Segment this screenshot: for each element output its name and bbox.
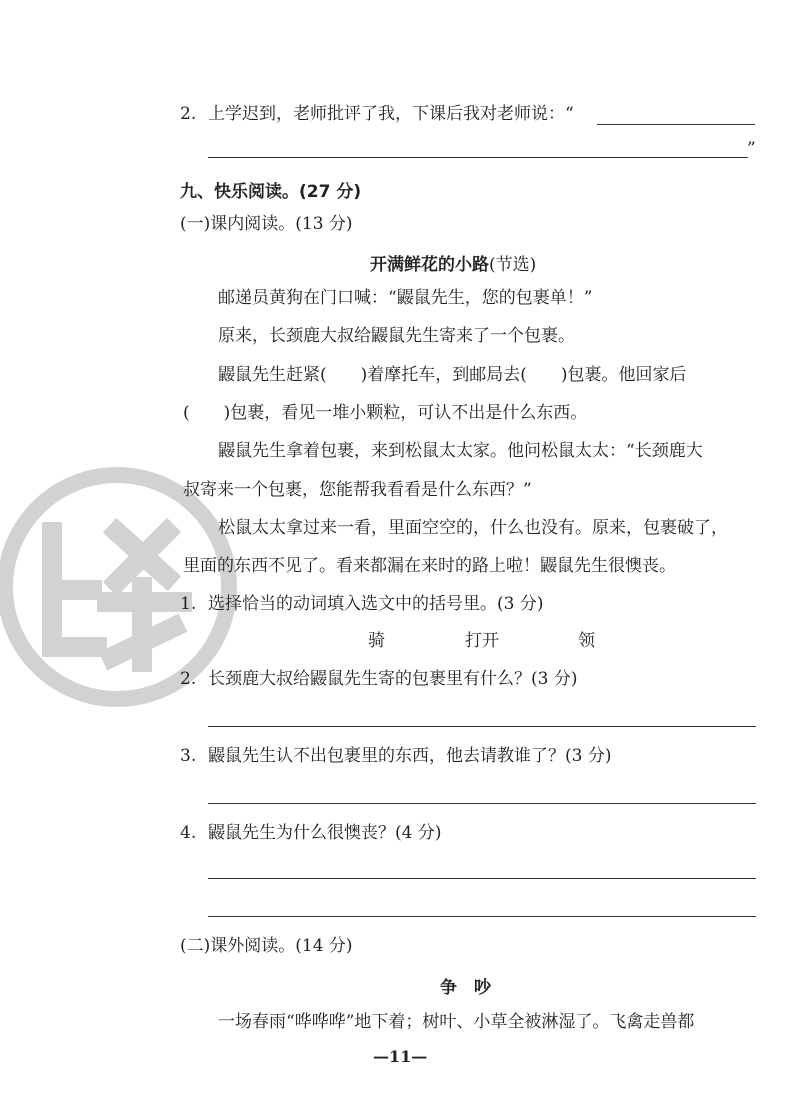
answer-line xyxy=(208,726,756,727)
question-number: 4. xyxy=(180,823,197,843)
page-number: —11— xyxy=(373,1047,428,1066)
passage-paragraph: 松鼠太太拿过来一看，里面空空的，什么也没有。原来，包裹破了， xyxy=(218,518,728,538)
answer-line xyxy=(208,878,756,879)
part2-heading: (二)课外阅读。(14 分) xyxy=(180,936,353,956)
question-number: 1. xyxy=(180,594,197,614)
passage-paragraph: 里面的东西不见了。看来都漏在来时的路上啦！鼹鼠先生很懊丧。 xyxy=(183,556,676,576)
answer-line xyxy=(208,157,748,158)
question-number: 3. xyxy=(180,746,197,766)
passage-paragraph: 鼹鼠先生拿着包裹，来到松鼠太太家。他问松鼠太太：“长颈鹿大 xyxy=(218,441,703,461)
passage-paragraph: 叔寄来一个包裹，您能帮我看看是什么东西？” xyxy=(183,480,532,500)
passage-paragraph: 邮递员黄狗在门口喊：“鼹鼠先生，您的包裹单！” xyxy=(218,288,593,308)
answer-line xyxy=(208,916,756,917)
question-text: 长颈鹿大叔给鼹鼠先生寄的包裹里有什么？(3 分) xyxy=(208,669,578,689)
answer-line xyxy=(208,803,756,804)
passage-paragraph: 一场春雨“哗哗哗”地下着；树叶、小草全被淋湿了。飞禽走兽都 xyxy=(218,1012,695,1032)
passage-title-note: (节选) xyxy=(489,255,537,275)
q8-item2-number: 2. xyxy=(180,104,197,124)
passage-paragraph: 鼹鼠先生赶紧( )着摩托车，到邮局去( )包裹。他回家后 xyxy=(218,365,687,385)
passage-title-text: 开满鲜花的小路 xyxy=(370,255,489,275)
q8-item2-text: 上学迟到，老师批评了我，下课后我对老师说：“ xyxy=(208,104,574,124)
part1-heading: (一)课内阅读。(13 分) xyxy=(180,214,353,234)
word-choice: 骑 xyxy=(368,631,385,651)
part2-passage-title: 争 吵 xyxy=(440,978,491,998)
question-number: 2. xyxy=(180,669,197,689)
section-heading: 九、快乐阅读。(27 分) xyxy=(180,182,362,202)
question-text: 鼹鼠先生为什么很懊丧？(4 分) xyxy=(208,823,442,843)
passage-paragraph: ( )包裹，看见一堆小颗粒，可认不出是什么东西。 xyxy=(183,403,588,423)
question-text: 鼹鼠先生认不出包裹里的东西，他去请教谁了？(3 分) xyxy=(208,746,612,766)
word-choice: 领 xyxy=(578,631,595,651)
passage-title xyxy=(370,250,536,276)
word-choice: 打开 xyxy=(465,631,499,651)
closing-quote: ” xyxy=(747,139,756,159)
answer-line xyxy=(597,124,755,125)
question-text: 选择恰当的动词填入选文中的括号里。(3 分) xyxy=(208,594,544,614)
passage-paragraph: 原来，长颈鹿大叔给鼹鼠先生寄来了一个包裹。 xyxy=(218,326,575,346)
